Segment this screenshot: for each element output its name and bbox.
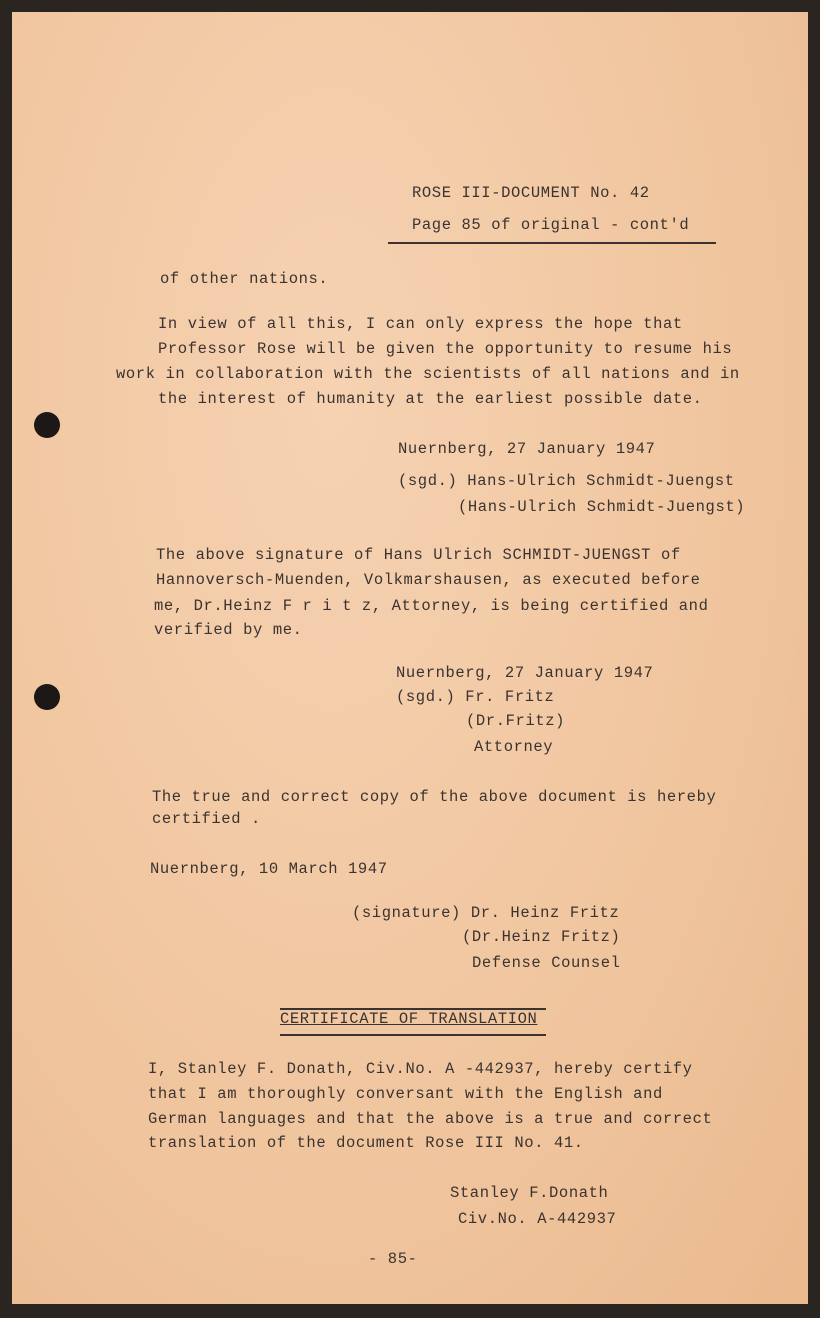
signature-signed: (sgd.) Hans-Ulrich Schmidt-Juengst — [398, 472, 735, 490]
page-number: - 85- — [368, 1250, 418, 1268]
signature-title: Defense Counsel — [472, 954, 621, 972]
header-underline — [388, 242, 716, 244]
document-reference: ROSE III-DOCUMENT No. 42 — [412, 184, 650, 202]
paragraph-line: that I am thoroughly conversant with the English and — [148, 1085, 663, 1103]
signature-place-date: Nuernberg, 27 January 1947 — [396, 664, 654, 682]
paragraph-line: of other nations. — [160, 270, 329, 288]
paragraph-line: The above signature of Hans Ulrich SCHMIDT-JUENGST of — [156, 546, 681, 564]
signature-place-date: Nuernberg, 27 January 1947 — [398, 440, 656, 458]
heading-underline — [280, 1034, 546, 1036]
paragraph-line: translation of the document Rose III No. 41. — [148, 1134, 584, 1152]
signature-signed: (sgd.) Fr. Fritz — [396, 688, 555, 706]
translator-name: Stanley F.Donath — [450, 1184, 609, 1202]
paragraph-line: Hannoversch-Muenden, Volkmarshausen, as executed before — [156, 571, 701, 589]
punch-hole-bottom — [34, 684, 60, 710]
signature-name: (Dr.Heinz Fritz) — [462, 928, 621, 946]
paragraph-line: me, Dr.Heinz F r i t z, Attorney, is being certified and — [154, 597, 709, 615]
paragraph-line: the interest of humanity at the earliest possible date. — [158, 390, 703, 408]
paragraph-line: The true and correct copy of the above document is hereby — [152, 788, 717, 806]
document-page — [12, 12, 808, 1304]
paragraph-line: I, Stanley F. Donath, Civ.No. A -442937, hereby certify — [148, 1060, 693, 1078]
paragraph-line: Professor Rose will be given the opportunity to resume his — [158, 340, 733, 358]
paragraph-line: German languages and that the above is a true and correct — [148, 1110, 713, 1128]
signature-signed: (signature) Dr. Heinz Fritz — [352, 904, 620, 922]
signature-name: (Dr.Fritz) — [466, 712, 566, 730]
translator-civ-no: Civ.No. A-442937 — [458, 1210, 617, 1228]
copy-date: Nuernberg, 10 March 1947 — [150, 860, 388, 878]
paragraph-line: verified by me. — [154, 621, 303, 639]
signature-name: (Hans-Ulrich Schmidt-Juengst) — [458, 498, 746, 516]
page-reference: Page 85 of original - cont'd — [412, 216, 690, 234]
signature-title: Attorney — [474, 738, 554, 756]
paragraph-line: certified . — [152, 810, 261, 828]
paragraph-line: In view of all this, I can only express the hope that — [158, 315, 683, 333]
punch-hole-top — [34, 412, 60, 438]
paragraph-line: work in collaboration with the scientists of all nations and in — [116, 365, 740, 383]
translation-heading: CERTIFICATE OF TRANSLATION — [280, 1010, 538, 1028]
